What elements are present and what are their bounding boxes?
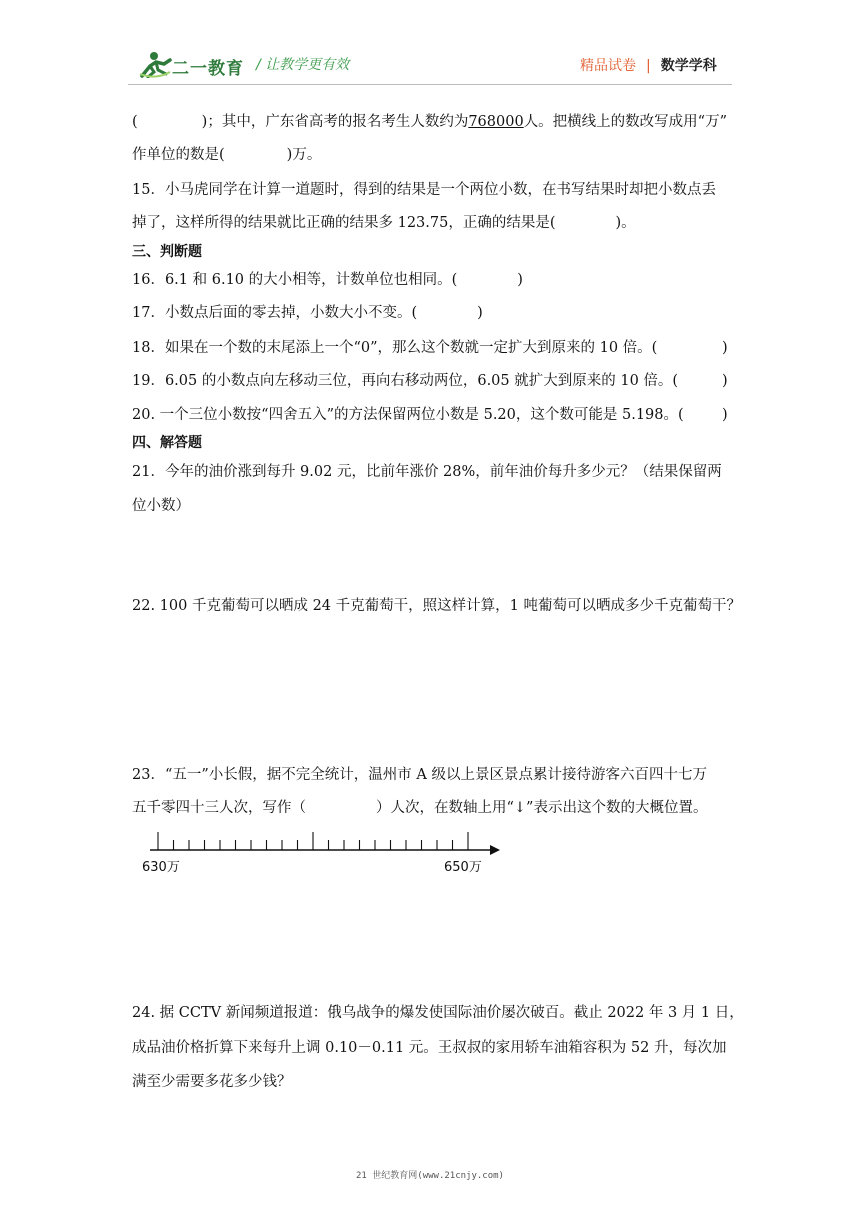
q14-line2 [132,145,321,165]
q19-close[interactable]: ) [722,373,728,389]
number-line[interactable] [140,830,520,880]
q15-line2-a: 掉了，这样所得的结果就比正确的结果多 123.75，正确的结果是( [132,215,556,231]
q24-line3: 满至少需要多花多少钱？ [132,1074,292,1090]
header-slogan: / 让教学更有效 [256,57,350,73]
q21-line1: 21．今年的油价涨到每升 9.02 元，比前年涨价 28%，前年油价每升多少元？（结果保留两 [132,464,722,480]
number-line-axis [140,830,520,860]
q23-line2-a: 五千零四十三人次，写作（ [132,800,306,816]
q23-line2 [132,798,707,818]
q14-text-c: 人。把横线上的数改写成用“万” [523,114,728,130]
header-separator: | [646,58,651,74]
axis-label-right: 650万 [444,860,482,875]
section-answer-title: 四、解答题 [132,435,202,451]
q19 [132,371,678,391]
q20 [132,405,684,425]
q21-line2: 位小数） [132,498,190,514]
q18-text: 18．如果在一个数的末尾添上一个“0”，那么这个数就一定扩大到原来的 10 倍。( [132,340,658,356]
q17-close: ) [477,305,483,321]
q14-text-b: )；其中，广东省高考的报名考生人数约为 [201,114,469,130]
logo-text: 二一教育 [172,59,244,79]
q16 [132,270,523,290]
q14-underlined-number: 768000 [468,114,524,130]
page-footer: 21 世纪教育网(www.21cnjy.com) [356,1171,504,1181]
q24-line2: 成品油价格折算下来每升上调 0.10－0.11 元。王叔叔的家用轿车油箱容积为 52 升，每次加 [132,1040,727,1056]
header-label-left: 精品试卷 [580,58,636,74]
q22: 22. 100 千克葡萄可以晒成 24 千克葡萄干，照这样计算，1 吨葡萄可以晒成多少千克葡萄干？ [132,598,741,614]
q17-text: 17．小数点后面的零去掉，小数大小不变。( [132,305,418,321]
q23-line2-b: ）人次，在数轴上用“↓”表示出这个数的大概位置。 [376,800,708,816]
q15-line2 [132,213,636,233]
q14-line1 [132,112,727,132]
q14-open-paren: ( [132,114,138,130]
q17 [132,303,483,323]
q20-close[interactable]: ) [722,407,728,423]
section-judgment-title: 三、判断题 [132,244,202,260]
axis-arrow-icon [490,845,500,855]
q23-line1: 23．“五一”小长假，据不完全统计，温州市 A 级以上景区景点累计接待游客六百四十七万 [132,767,707,783]
page-header [0,0,860,84]
q15-line2-b: )。 [615,215,636,231]
q16-close: ) [517,272,523,288]
q14-line2-b: )万。 [286,147,322,163]
q14-line2-a: 作单位的数是( [132,147,225,163]
q24-line1: 24. 据 CCTV 新闻频道报道：俄乌战争的爆发使国际油价屡次破百。截止 2022 年 3 月 1 日， [132,1005,744,1021]
header-divider [128,84,732,85]
q16-text: 16．6.1 和 6.10 的大小相等，计数单位也相同。( [132,272,458,288]
axis-label-left: 630万 [142,860,180,875]
q18 [132,338,657,358]
header-label-right: 数学学科 [660,58,717,74]
q20-text: 20. 一个三位小数按“四舍五入”的方法保留两位小数是 5.20，这个数可能是 5.198。( [132,407,684,423]
header-labels [580,55,717,75]
q18-close[interactable]: ) [722,340,728,356]
q19-text: 19．6.05 的小数点向左移动三位，再向右移动两位，6.05 就扩大到原来的 10 倍。( [132,373,679,389]
q15-line1: 15．小马虎同学在计算一道题时，得到的结果是一个两位小数，在书写结果时却把小数点丢 [132,182,716,198]
